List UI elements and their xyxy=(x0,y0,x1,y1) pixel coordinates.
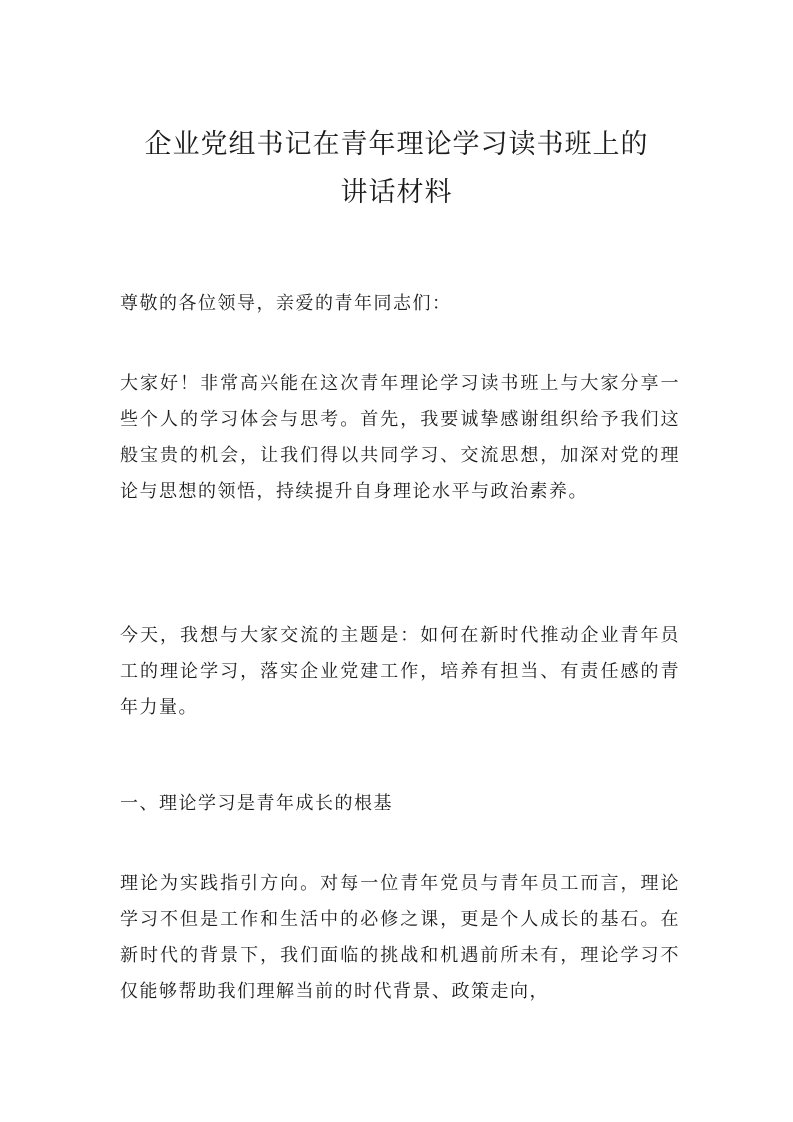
section-heading-1: 一、理论学习是青年成长的根基 xyxy=(120,793,393,814)
document-title-line-1: 企业党组书记在青年理论学习读书班上的 xyxy=(144,129,649,160)
paragraph-greeting: 大家好！非常高兴能在这次青年理论学习读书班上与大家分享一些个人的学习体会与思考。首先，我要诚挚感谢组织给予我们这般宝贵的机会，让我们得以共同学习、交流思想，加深对党的理论与思想的领悟，持续提升自身理论水平与政治素养。 xyxy=(120,373,680,502)
document-title-line-2: 讲话材料 xyxy=(340,177,453,208)
section-1-paragraph: 理论为实践指引方向。对每一位青年党员与青年员工而言，理论学习不但是工作和生活中的必修之课，更是个人成长的基石。在新时代的背景下，我们面临的挑战和机遇前所未有，理论学习不仅能够帮助我们理解当前的时代背景、政策走向， xyxy=(120,873,680,1002)
salutation: 尊敬的各位领导，亲爱的青年同志们： xyxy=(120,293,452,314)
paragraph-topic: 今天，我想与大家交流的主题是：如何在新时代推动企业青年员工的理论学习，落实企业党建工作，培养有担当、有责任感的青年力量。 xyxy=(120,625,680,718)
